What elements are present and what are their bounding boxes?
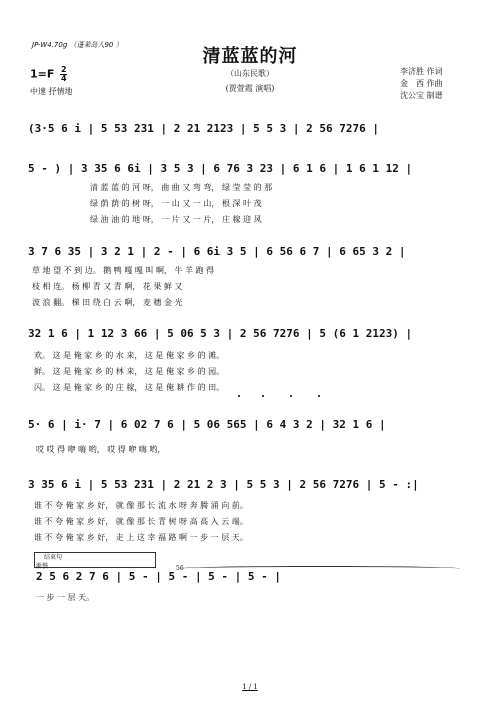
- ending-label: 结束句: [44, 554, 63, 561]
- notation-system-5: 5· 6 | i· 7 | 6 02 7 6 | 5 06 565 | 6 4 3 2 | 32 1 6 |: [28, 418, 386, 431]
- lyric-line: 谁 不 夸 俺 家 乡 好， 就 像 那 长 青 树 呀 高 高 入 云 端。: [34, 517, 248, 526]
- performer: (贾萱霞 演唱): [225, 84, 275, 93]
- credit-composer: 金 西 作曲: [400, 79, 443, 88]
- ritardando-mark: 渐慢: [36, 563, 49, 570]
- lyric-line: 谁 不 夸 俺 家 乡 好， 走 上 这 幸 福 路 啊 一 步 一 层 天。: [34, 533, 248, 542]
- song-origin: （山东民歌）: [226, 69, 274, 78]
- page-number: 1 / 1: [242, 683, 258, 691]
- credit-transcriber: 沈公宝 制谱: [400, 91, 443, 100]
- tie-arc: [180, 566, 460, 571]
- lyric-line: 绿 荫 荫 的 树 呀， 一 山 又 一 山， 根 深 叶 茂: [90, 199, 262, 208]
- lyric-line: 绿 油 油 的 地 呀， 一 片 又 一 片， 庄 稼 迎 风: [90, 215, 262, 224]
- lyric-line: 谁 不 夸 俺 家 乡 好， 就 像 那 长 流 水 呀 奔 腾 涌 向 前。: [34, 501, 248, 510]
- lyric-line: 一 步 一 层 天。: [36, 593, 95, 602]
- key-signature: $1=F \frac{2}{4}$: [30, 65, 67, 83]
- credit-lyricist: 李济胜 作词: [400, 67, 443, 76]
- lyric-line: 鲜。 这 是 俺 家 乡 的 林 来， 这 是 俺 家 乡 的 园。: [34, 367, 225, 376]
- notation-system-4: 32 1 6 | 1 12 3 66 | 5 06 5 3 | 2 56 7276 | 5 (6 1 2123) |: [28, 327, 413, 340]
- lyric-line: 闪。 这 是 俺 家 乡 的 庄 稼， 这 是 俺 耕 作 的 田。: [34, 383, 225, 392]
- notation-system-6: 3 35 6 i | 5 53 231 | 2 21 2 3 | 5 5 3 | 2 56 7276 | 5 - :|: [28, 478, 419, 491]
- lyric-line: 波 浪 翻。 梯 田 绕 白 云 啊， 麦 穗 金 光: [32, 298, 183, 307]
- page-title: 清蓝蓝的河: [202, 46, 298, 67]
- lyric-line: 哎 哎 得 咿 嗨 哟， 哎 得 咿 嗨 哟，: [36, 445, 166, 454]
- time-signature-top: 2: [60, 65, 67, 74]
- time-signature-bottom: 4: [60, 74, 67, 83]
- lyric-line: 欢。 这 是 俺 家 乡 的 水 来， 这 是 俺 家 乡 的 滩。: [34, 351, 225, 360]
- notation-system-2: 5 - ) | 3 35 6 6i | 3 5 3 | 6 76 3 23 | 6 1 6 | 1 6 1 12 |: [28, 162, 413, 175]
- lyric-line: 草 地 望 不 到 边。 鹅 鸭 嘎 嘎 叫 啊， 牛 羊 跑 得: [32, 266, 215, 275]
- score-reference: JP-W4.70g （蓬莱岛人90 ）: [32, 41, 123, 49]
- lyric-line: 清 蓝 蓝 的 河 呀， 曲 曲 又 弯 弯， 绿 莹 莹 的 那: [90, 183, 273, 192]
- notation-system-3: 3 7 6 35 | 3 2 1 | 2 - | 6 6i 3 5 | 6 56 6 7 | 6 65 3 2 |: [28, 245, 406, 258]
- lyric-line: 枝 相 连。 杨 柳 青 又 青 啊， 花 果 鲜 又: [32, 282, 183, 291]
- tempo-marking: 中速 抒情地: [30, 87, 73, 96]
- notation-system-1: (3·5 6 i | 5 53 231 | 2 21 2123 | 5 5 3 | 2 56 7276 |: [28, 122, 379, 135]
- bar-number: 56: [176, 565, 184, 572]
- notation-system-7: 2 5 6 2 7 6 | 5 - | 5 - | 5 - | 5 - |: [36, 570, 282, 583]
